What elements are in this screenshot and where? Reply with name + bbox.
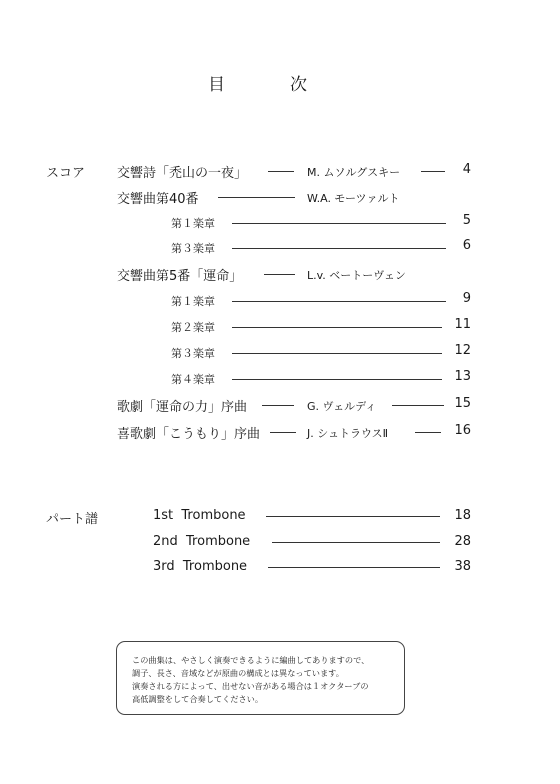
leader-line: [232, 248, 446, 249]
leader-line: [264, 274, 295, 275]
part-page: 18: [454, 508, 471, 523]
entry-title: 歌劇「運命の力」序曲: [117, 400, 248, 415]
movement-label: 第２楽章: [171, 321, 215, 334]
leader-line: [218, 197, 295, 198]
entry-composer: M. ムソルグスキー: [307, 166, 401, 179]
leader-line: [262, 405, 294, 406]
movement-page: 12: [454, 343, 471, 358]
movement-label: 第３楽章: [171, 347, 215, 360]
entry-title: 交響詩「禿山の一夜」: [117, 166, 248, 181]
leader-line: [232, 301, 446, 302]
entry-page: 4: [462, 162, 471, 177]
movement-page: 11: [454, 317, 471, 332]
entry-composer: J. シュトラウスⅡ: [307, 427, 389, 440]
entry-page: 15: [454, 396, 471, 411]
leader-line: [232, 379, 442, 380]
movement-label: 第１楽章: [171, 217, 215, 230]
leader-line: [421, 171, 445, 172]
leader-line: [270, 432, 296, 433]
movement-page: 6: [462, 238, 471, 253]
leader-line: [272, 542, 440, 543]
section-label-score: スコア: [46, 166, 86, 181]
page-title-right: 次: [290, 75, 308, 95]
leader-line: [266, 516, 440, 517]
movement-label: 第３楽章: [171, 242, 215, 255]
note-line: この曲集は、やさしく演奏できるように編曲してありますので、: [132, 655, 370, 665]
leader-line: [232, 353, 442, 354]
entry-composer: L.v. ベートーヴェン: [307, 269, 406, 282]
movement-page: 5: [462, 213, 471, 228]
note-line: 演奏される方によって、出せない音がある場合は１オクターブの: [132, 681, 369, 691]
entry-composer: W.A. モーツァルト: [307, 192, 400, 205]
movement-label: 第１楽章: [171, 295, 215, 308]
movement-page: 13: [454, 369, 471, 384]
note-line: 高低調整をして合奏してください。: [132, 694, 264, 704]
part-label: 2nd Trombone: [153, 534, 251, 549]
movement-label: 第４楽章: [171, 373, 215, 386]
movement-page: 9: [462, 291, 471, 306]
leader-line: [415, 432, 441, 433]
page-title-left: 目: [208, 75, 226, 95]
entry-composer: G. ヴェルディ: [307, 400, 377, 413]
entry-title: 交響曲第40番: [117, 192, 199, 207]
part-page: 28: [454, 534, 471, 549]
leader-line: [232, 223, 446, 224]
part-page: 38: [454, 559, 471, 574]
note-line: 調子、長さ、音域などが原曲の構成とは異なっています。: [132, 668, 344, 678]
leader-line: [268, 171, 294, 172]
leader-line: [268, 567, 440, 568]
part-label: 3rd Trombone: [153, 559, 248, 574]
part-label: 1st Trombone: [153, 508, 246, 523]
entry-title: 交響曲第5番「運命」: [117, 269, 243, 284]
note-box: [116, 641, 405, 715]
entry-title: 喜歌劇「こうもり」序曲: [117, 427, 261, 442]
leader-line: [232, 327, 442, 328]
entry-page: 16: [454, 423, 471, 438]
leader-line: [392, 405, 444, 406]
section-label-parts: パート譜: [46, 512, 99, 527]
